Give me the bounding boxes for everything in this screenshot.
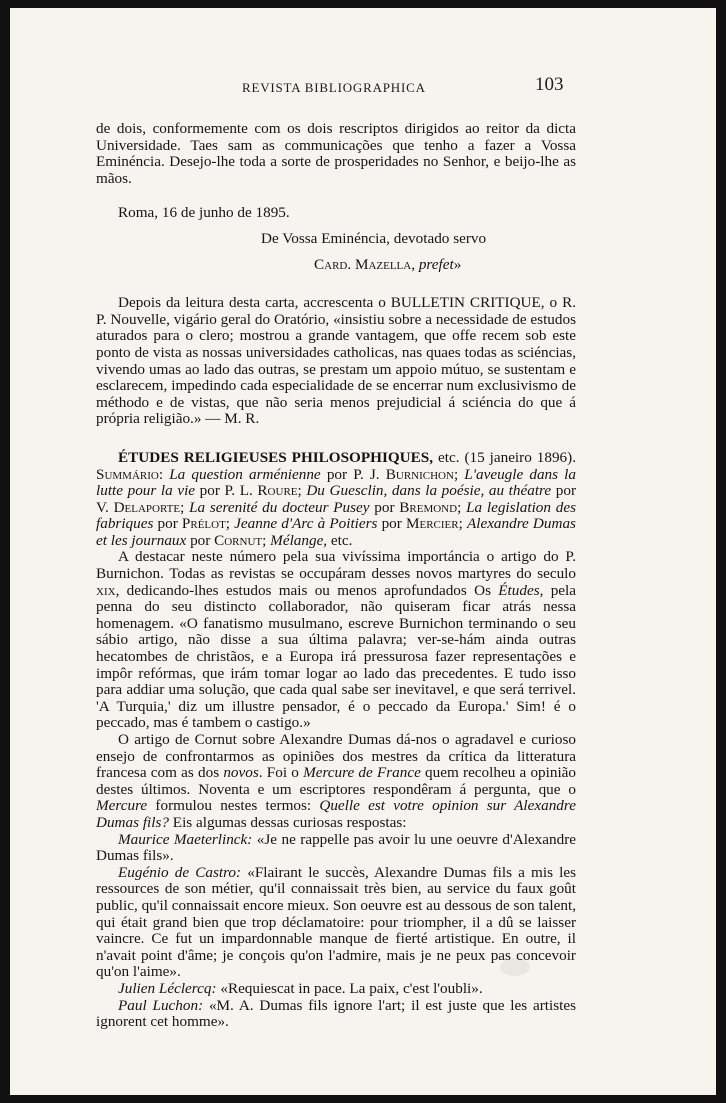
summary-sep-6: ; [458, 515, 467, 533]
dumas-text-3: quem recolheu a opinião destes últimos. Noventa e um escriptores respondêram á pergunta, que o [96, 764, 577, 798]
signature-title: prefet [418, 255, 454, 273]
response-luchon [96, 998, 576, 1031]
dumas-text-2: . Foi o [258, 764, 304, 782]
dumas-question: Quelle est votre opinion sur Alexandre Dumas fils? [96, 797, 576, 831]
burnichon-text-3: , pela penna do seu distincto collaborador, não quiseram ficar atrás nessa homenagem. «O fanatismo musulmano, escreve Burnichon terminando o seu sábio artigo, não disse a sua última palavra; ver-se-hám ainda outras hecatombes de christãos, e a Europa irá pressurosa fazer representações e impôr refórmas, que irám tomar logar ao lado das precedentes. E tudo isso para addiar uma solução, que cada qual sabe ser inevitavel, e que será terrivel. 'A Turquia,' diz um illustre pensador, é o peccado da Europa.' Sim! é o peccado, mas é tambem o castigo.» [96, 581, 577, 732]
summary-sep-7: ; [262, 531, 271, 549]
dumas-text-5: Eis algumas dessas curiosas respostas: [169, 813, 407, 831]
book-page [10, 8, 716, 1095]
summary-por-6: por [377, 515, 406, 533]
page-body [96, 121, 576, 1031]
summary-article-5: La legislation des fabriques [96, 498, 576, 533]
summary-sep-1: ; [453, 465, 465, 483]
response-maeterlinck [96, 832, 576, 865]
summary-por-7: por [186, 531, 215, 549]
summary-end: etc. [327, 531, 353, 549]
burnichon-text-1: A destacar neste número pela sua vivíssima importáncia o artigo do P. Burnichon. Todas as revistas se occupáram desses novos martyres do seculo [96, 548, 576, 583]
summary-por-3: por V. [96, 482, 577, 516]
dumas-text-4: formulou nestes termos: [147, 797, 320, 815]
summary-article-2: L'aveugle dans la lutte pour la vie [96, 465, 576, 500]
letter-date: Roma, 16 de junho de 1895. [118, 204, 290, 222]
summary-article-8: Mélange, [270, 531, 328, 549]
page-number: 103 [535, 74, 564, 95]
summary-article-4: La serenité du docteur Pusey [189, 498, 370, 516]
response-castro [96, 865, 576, 981]
dumas-paragraph [96, 732, 576, 832]
summary-sep-5: ; [225, 515, 235, 533]
running-title: REVISTA BIBLIOGRAPHICA [242, 80, 426, 95]
summary-por-4: por [369, 498, 400, 516]
century-numeral: xix [96, 581, 116, 599]
burnichon-text-2: , dedicando-lhes estudos mais ou menos aprofundados Os [115, 581, 499, 599]
mercure-title-1: Mercure de France [303, 764, 421, 782]
summary-author-4: Bremond [399, 498, 458, 516]
response-text-4: «M. A. Dumas fils ignore l'art; il est juste que les artistes ignorent cet homme». [96, 996, 576, 1031]
summary-por-5: por [153, 515, 182, 533]
novos-word: novos [223, 764, 259, 782]
response-name-4: Paul Luchon: [118, 996, 204, 1014]
letter-signature [96, 257, 576, 274]
summary-article-6: Jeanne d'Arc à Poitiers [234, 515, 378, 533]
etudes-title: ÉTUDES RELIGIEUSES PHILOSOPHIQUES, [118, 448, 434, 466]
summary-por-2: por P. L. [195, 482, 258, 500]
summary-author-1: Burnichon [385, 465, 454, 483]
dumas-text-1: O artigo de Cornut sobre Alexandre Dumas dá-nos o agradavel e curioso ensejo de confrontarmos as opiniões dos mestres da crítica da litteratura francesa com as dos [96, 731, 576, 782]
etudes-summary [96, 450, 576, 550]
summary-sep-4: ; [457, 498, 467, 516]
summary-sep-3: ; [180, 498, 190, 516]
summary-article-7: Alexandre Dumas et les journaux [96, 515, 576, 549]
response-text-1: «Je ne rappelle pas avoir lu une oeuvre d'Alexandre Dumas fils». [96, 830, 576, 865]
burnichon-paragraph [96, 549, 576, 732]
summary-article-1: La question arménienne [169, 465, 321, 483]
mercure-title-2: Mercure [96, 797, 148, 815]
summary-por-1: por P. J. [320, 465, 386, 483]
summary-article-3: Du Guesclin, dans la poésie, au théatre [306, 482, 552, 500]
summary-author-6: Mercier [405, 515, 459, 533]
response-text-2: «Flairant le succès, Alexandre Dumas fils a mis les ressources de son métier, qu'il connaissait très bien, au service du faux goût public, qu'il connaissait encore mieux. Son oeuvre est au dessous de son talent, qui était grand bien que trop déclamatoire: pour triompher, il a dû se laisser vaincre. Ce fut un impardonnable manque de fierté artistique. En outre, il n'avait point d'âme; je conçois qu'on l'admire, mais je ne peux pas concevoir qu'on l'aime». [96, 863, 576, 981]
summary-author-2: Roure [257, 482, 298, 500]
summary-author-3: Delaporte [113, 498, 181, 516]
etudes-title-rest: etc. (15 janeiro 1896). [433, 448, 576, 466]
etudes-word: Études [498, 581, 540, 599]
summary-label: Summário: [96, 465, 164, 483]
summary-author-7: Cornut [214, 531, 263, 549]
page-header [10, 74, 716, 98]
response-name-2: Eugénio de Castro: [118, 863, 242, 881]
letter-closing: De Vossa Eminéncia, devotado servo [261, 229, 487, 247]
response-name-3: Julien Léclercq: [118, 979, 217, 997]
signature-name: Card. Mazella, [314, 255, 416, 273]
response-text-3: «Requiescat in pace. La paix, c'est l'oubli». [216, 979, 483, 997]
letter-paragraph: de dois, conformemente com os dois rescriptos dirigidos ao reitor da dicta Universidade. Taes sam as communicações que tenho a fazer a Vossa Eminéncia. Desejo-lhe toda a sorte de prosperidades no Senhor, e beijo-lhe as mãos. [96, 120, 576, 187]
summary-author-5: Prélot [181, 515, 226, 533]
summary-sep-2: ; [297, 482, 307, 500]
response-leclercq [96, 981, 576, 998]
signature-end: » [453, 255, 462, 273]
commentary-paragraph: Depois da leitura desta carta, accrescenta o BULLETIN CRITIQUE, o R. P. Nouvelle, vigário geral do Oratório, «insistiu sobre a necessidade de estudos aturados para o clero; mostrou a grande vantagem, que offe recem sob este ponto de vista as nossas universidades catholicas, nas quaes todas as sciéncias, vivendo umas ao lado das outras, se prestam um appoio mútuo, se sustentam e esclarecem, impedindo cada especialidade de se encerrar num exclusivismo de méthodo e de vistas, que não seria menos prejudicial á sciéncia do que á própria religião.» — M. R. [96, 294, 576, 428]
response-name-1: Maurice Maeterlinck: [118, 830, 253, 848]
